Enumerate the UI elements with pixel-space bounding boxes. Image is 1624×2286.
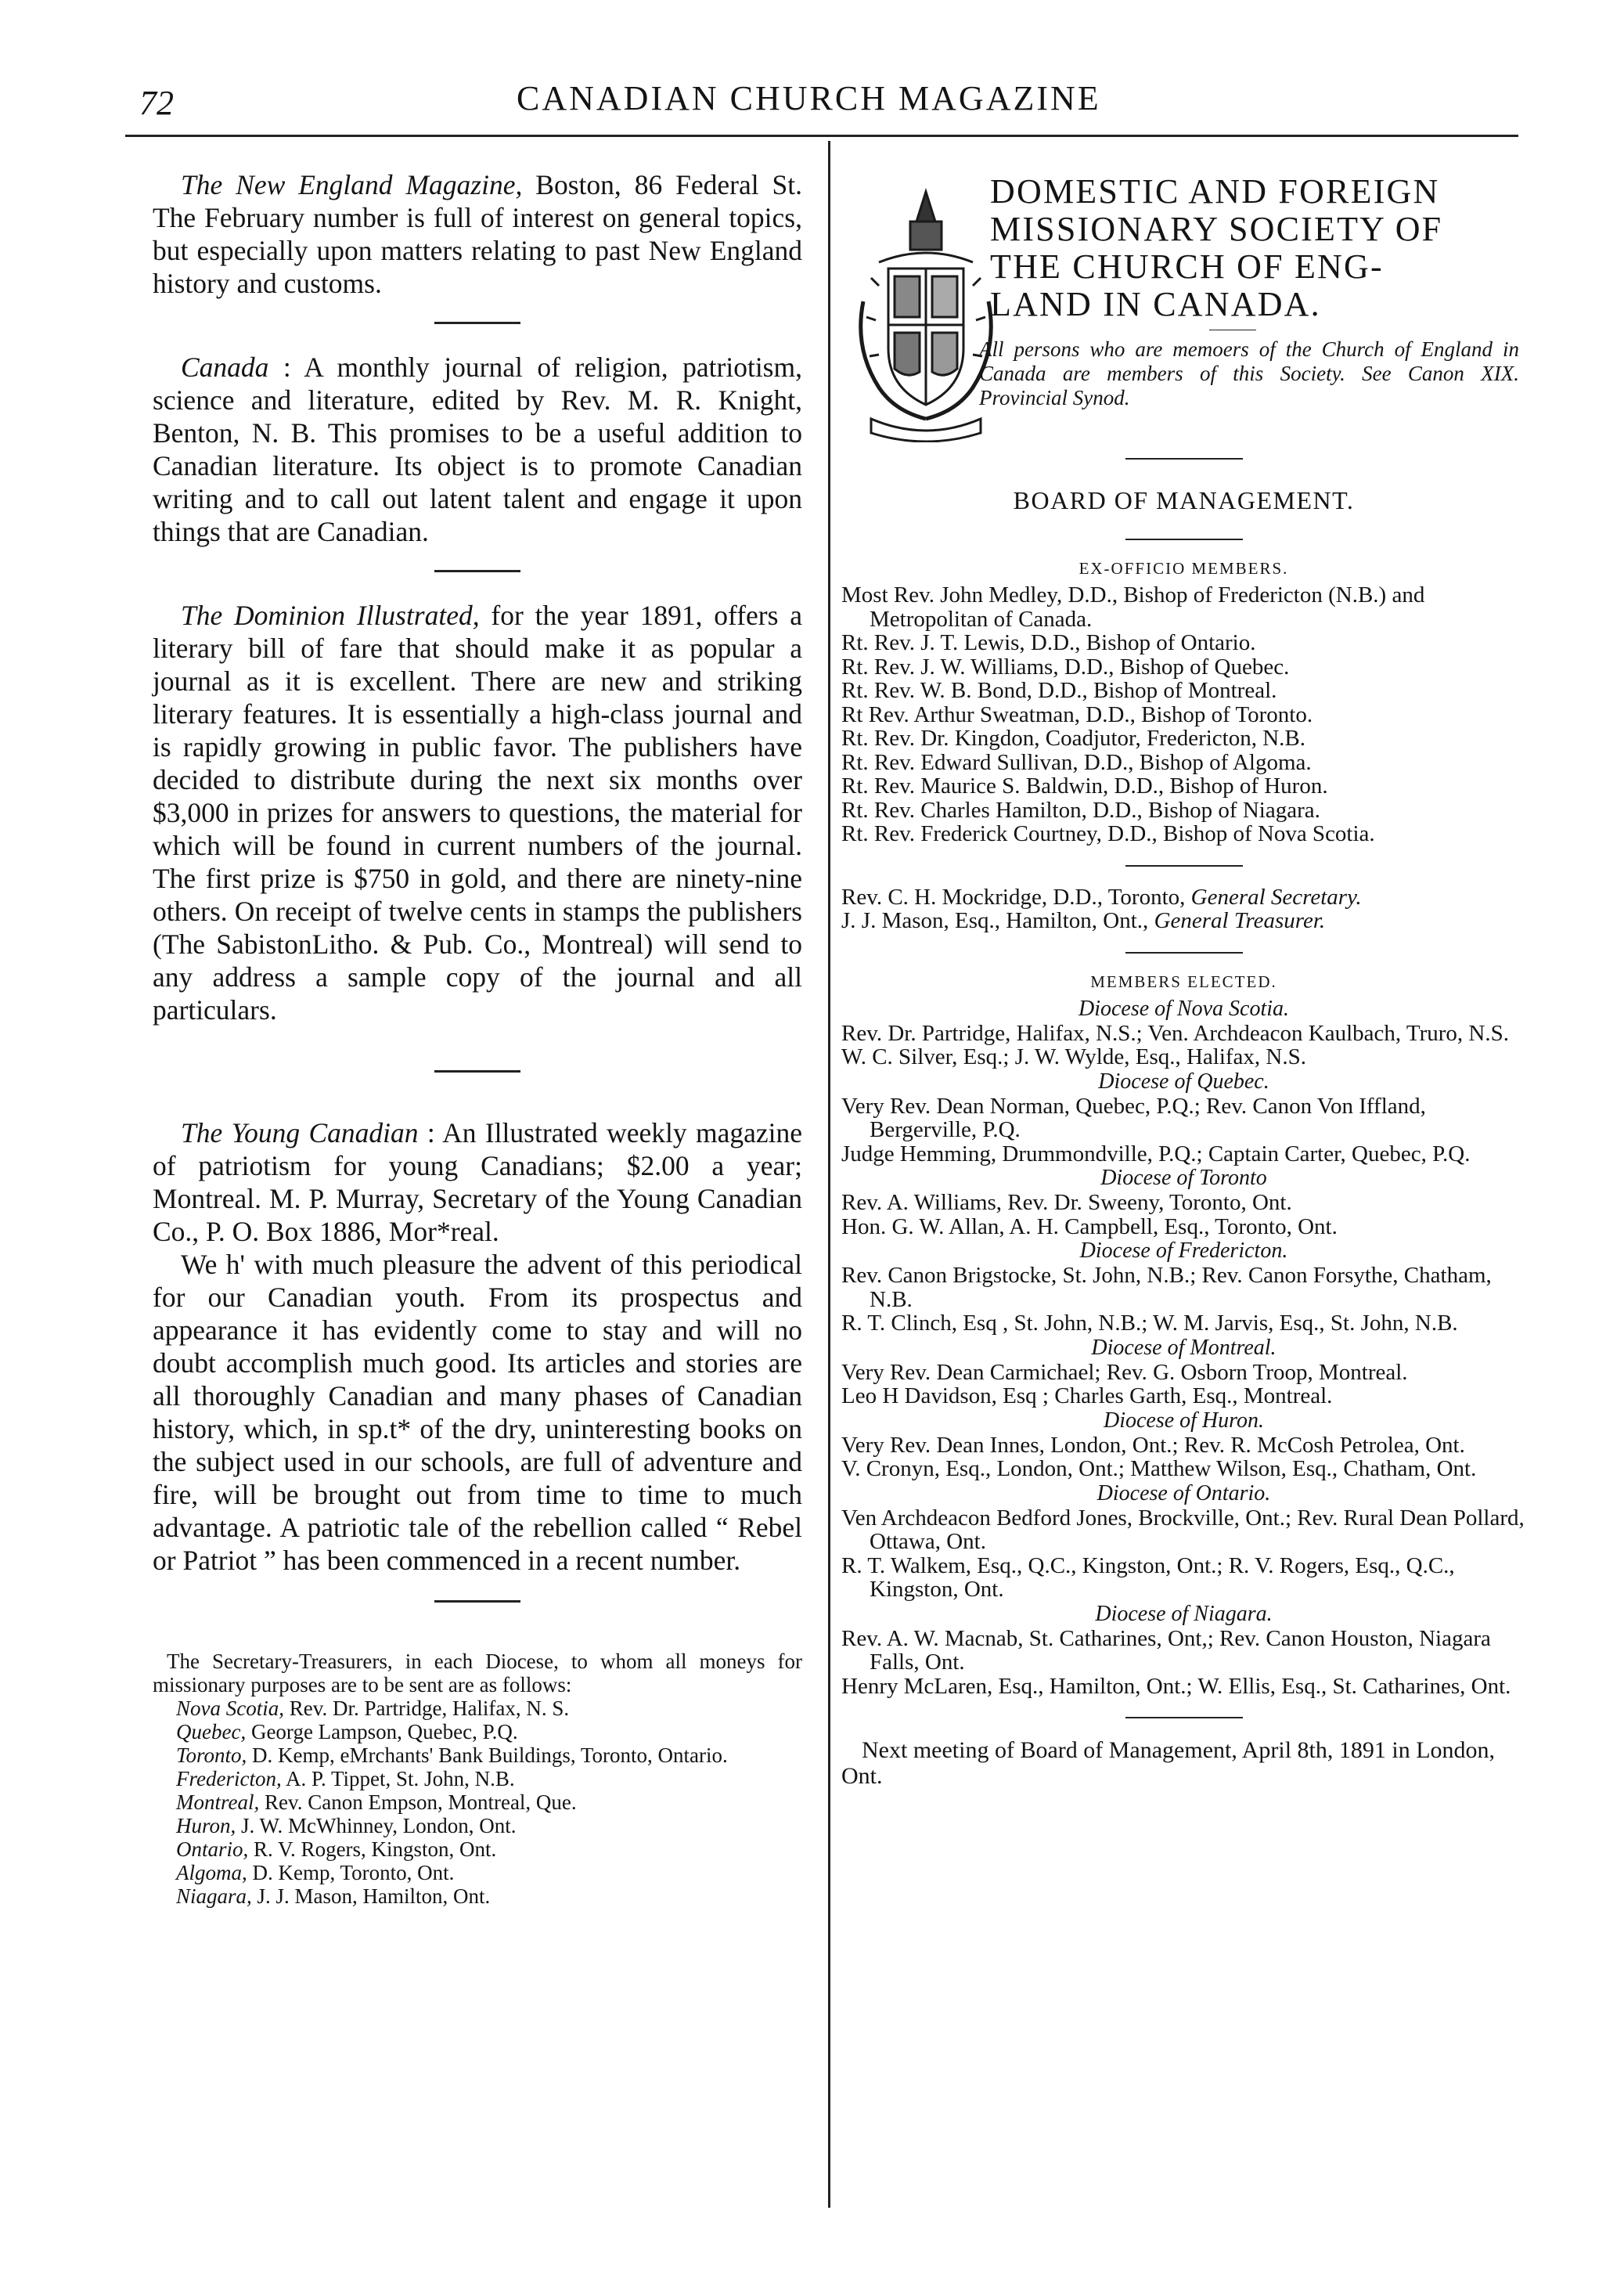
elected-member: Rev. Dr. Partridge, Halifax, N.S.; Ven. Archdeacon Kaulbach, Truro, N.S. <box>841 1020 1509 1046</box>
elected-member: Judge Hemming, Drummondville, P.Q.; Captain Carter, Quebec, P.Q. <box>841 1141 1471 1166</box>
treasurer-name: Rev. Dr. Partridge, Halifax, N. S. <box>283 1696 570 1720</box>
officer-role: General Treasurer. <box>1154 908 1326 933</box>
article-body: : An Illustrated weekly magazine of patriotism for young Canadians; $2.00 a year; Montreal. M. P. Murray, Secretary of the Young Canadian Co., P. O. Box 1886, Mor*real. <box>153 1117 803 1247</box>
diocese-heading: Diocese of Niagara. <box>1095 1601 1273 1626</box>
ex-officio-member: Rt. Rev. W. B. Bond, D.D., Bishop of Montreal. <box>841 678 1277 703</box>
treasurers-intro: The Secretary-Treasurers, in each Diocese, to whom all moneys for missionary purposes are to be sent are as follows: <box>153 1650 802 1696</box>
article-title: Canada <box>181 352 269 383</box>
elected-member: W. C. Silver, Esq.; J. W. Wylde, Esq., Halifax, N.S. <box>841 1044 1307 1069</box>
separator <box>1125 865 1243 867</box>
right-column <box>841 168 1526 1789</box>
treasurer-diocese: Huron, <box>176 1814 236 1837</box>
article-dominion-illustrated <box>153 599 802 1026</box>
ex-officio-member: Rt. Rev. Dr. Kingdon, Coadjutor, Fredericton, N.B. <box>841 726 1306 751</box>
society-title-line: MISSIONARY SOCIETY OF <box>990 210 1443 248</box>
column-divider <box>828 141 830 2208</box>
diocese-heading: Diocese of Huron. <box>1103 1408 1265 1433</box>
article-canada <box>153 351 802 548</box>
treasurer-name: R. V. Rogers, Kingston, Ont. <box>248 1837 497 1861</box>
elected-member: Ven Archdeacon Bedford Jones, Brockville, Ont.; Rev. Rural Dean Pollard, Ottawa, Ont. <box>841 1505 1525 1554</box>
elected-member: Rev. Canon Brigstocke, St. John, N.B.; Rev. Canon Forsythe, Chatham, N.B. <box>841 1263 1492 1312</box>
treasurer-name: D. Kemp, Toronto, Ont. <box>247 1861 455 1884</box>
separator <box>434 570 520 572</box>
board-title: BOARD OF MANAGEMENT. <box>1013 486 1355 514</box>
society-title-line: LAND IN CANADA. <box>990 285 1321 323</box>
article-title: The Dominion Illustrated, <box>181 600 480 631</box>
ex-officio-member: Rt. Rev. J. W. Williams, D.D., Bishop of Quebec. <box>841 654 1290 680</box>
next-meeting-notice: Next meeting of Board of Management, April 8th, 1891 in London, Ont. <box>841 1737 1496 1789</box>
officer-name: J. J. Mason, Esq., Hamilton, Ont., <box>841 908 1154 933</box>
treasurer-name: D. Kemp, eMrchants' Bank Buildings, Toronto, Ontario. <box>247 1743 728 1767</box>
article-young-canadian <box>153 1116 802 1248</box>
ex-officio-member: Rt. Rev. Charles Hamilton, D.D., Bishop of Niagara. <box>841 797 1320 823</box>
treasurer-diocese: Ontario, <box>176 1837 249 1861</box>
treasurer-diocese: Fredericton, <box>176 1767 282 1790</box>
elected-member: Very Rev. Dean Norman, Quebec, P.Q.; Rev. Canon Von Iffland, Bergerville, P.Q. <box>841 1093 1426 1142</box>
officer-entry <box>841 909 1526 933</box>
separator <box>434 322 520 324</box>
ex-officio-title: EX-OFFICIO MEMBERS. <box>1078 559 1289 578</box>
article-body: for the year 1891, offers a literary bill of fare that should make it as popular a journal as it is excellent. There are new and striking literary features. It is essentially a high-class journal and is rapidly growing in public favor. The publishers have decided to distribute during the next six months over $3,000 in prizes for answers to questions, the material for which will be found in current numbers of the journal. The first prize is $750 in gold, and there are ninety-nine others. On receipt of twelve cents in stamps the publishers (The SabistonLitho. & Pub. Co., Montreal) will send to any address a sample copy of the journal and all particulars. <box>153 600 802 1026</box>
officer-name: Rev. C. H. Mockridge, D.D., Toronto, <box>841 884 1191 910</box>
society-title-line: DOMESTIC AND FOREIGN <box>990 172 1440 211</box>
article-body: : A monthly journal of religion, patriotism, science and literature, edited by Rev. M. R. Knight, Benton, N. B. This promises to be a useful addition to Canadian literature. Its object is to promote Canadian writing and to call out latent talent and engage it upon things that are Canadian. <box>153 352 802 547</box>
society-motto: All persons who are memoers of the Church of England in Canada are members of this Society. See Canon XIX. Provincial Synod. <box>979 337 1519 409</box>
elected-member: Very Rev. Dean Innes, London, Ont.; Rev. R. McCosh Petrolea, Ont. <box>841 1432 1465 1458</box>
treasurer-entry <box>153 1790 802 1814</box>
treasurer-diocese: Algoma, <box>176 1861 247 1884</box>
ex-officio-member: Rt. Rev. Frederick Courtney, D.D., Bishop of Nova Scotia. <box>841 821 1375 846</box>
treasurer-entry <box>153 1720 802 1743</box>
treasurer-entry <box>153 1743 802 1767</box>
treasurer-diocese: Nova Scotia, <box>176 1696 284 1720</box>
officer-entry <box>841 885 1526 910</box>
treasurer-diocese: Montreal, <box>176 1790 260 1814</box>
elected-member: Hon. G. W. Allan, A. H. Campbell, Esq., Toronto, Ont. <box>841 1213 1338 1239</box>
article-young-canadian-continued: We h' with much pleasure the advent of this periodical for our Canadian youth. From its prospectus and appearance it has evidently come to stay and will no doubt accomplish much good. Its articles and stories are all thoroughly Canadian and many phases of Canadian history, which, in sp.t* of the dry, uninteresting books on the subject used in our schools, are full of adventure and fire, will be brought out from time to time to much advantage. A patriotic tale of the rebellion called “ Rebel or Patriot ” has been commenced in a recent number. <box>153 1249 802 1576</box>
officer-role: General Secretary. <box>1190 884 1362 910</box>
diocese-heading: Diocese of Nova Scotia. <box>1078 996 1290 1021</box>
treasurer-entry <box>153 1837 802 1861</box>
treasurer-entry <box>153 1814 802 1837</box>
elected-member: Very Rev. Dean Carmichael; Rev. G. Osborn Troop, Montreal. <box>841 1359 1408 1385</box>
separator <box>434 1600 520 1603</box>
ex-officio-list <box>841 583 1526 846</box>
ex-officio-member: Rt. Rev. Edward Sullivan, D.D., Bishop of Algoma. <box>841 749 1312 775</box>
ex-officio-member: Rt. Rev. J. T. Lewis, D.D., Bishop of Ontario. <box>841 630 1256 655</box>
elected-member: Rev. A. Williams, Rev. Dr. Sweeny, Toronto, Ont. <box>841 1190 1292 1215</box>
elected-member: Leo H Davidson, Esq ; Charles Garth, Esq., Montreal. <box>841 1383 1333 1408</box>
society-title <box>990 173 1522 323</box>
left-column <box>153 168 802 1908</box>
secretary-treasurers-list <box>153 1650 802 1908</box>
diocese-heading: Diocese of Quebec. <box>1098 1069 1269 1094</box>
page-number: 72 <box>139 84 174 122</box>
article-title: The New England Magazine, <box>181 169 523 200</box>
treasurer-entries <box>153 1696 802 1908</box>
treasurer-name: J. J. Mason, Hamilton, Ont. <box>251 1884 491 1908</box>
treasurer-entry <box>153 1696 802 1720</box>
treasurer-diocese: Niagara, <box>176 1884 252 1908</box>
members-elected-title: MEMBERS ELECTED. <box>1090 972 1277 991</box>
diocese-heading: Diocese of Toronto <box>1100 1166 1267 1190</box>
treasurer-name: Rev. Canon Empson, Montreal, Que. <box>259 1790 577 1814</box>
elected-member: Henry McLaren, Esq., Hamilton, Ont.; W. Ellis, Esq., St. Catharines, Ont. <box>841 1673 1511 1699</box>
ex-officio-member: Rt. Rev. Maurice S. Baldwin, D.D., Bishop of Huron. <box>841 773 1328 799</box>
society-title-block <box>841 168 1526 450</box>
article-body: Boston, 86 Federal St. The February number is full of interest on general topics, but especially upon matters relating to past New England history and customs. <box>153 169 802 299</box>
article-title: The Young Canadian <box>181 1117 419 1148</box>
elected-member: R. T. Walkem, Esq., Q.C., Kingston, Ont.; R. V. Rogers, Esq., Q.C., Kingston, Ont. <box>841 1552 1455 1602</box>
diocese-heading: Diocese of Ontario. <box>1096 1480 1271 1505</box>
article-new-england-magazine <box>153 168 802 300</box>
treasurer-entry <box>153 1884 802 1908</box>
separator <box>434 1070 520 1073</box>
elected-member: V. Cronyn, Esq., London, Ont.; Matthew Wilson, Esq., Chatham, Ont. <box>841 1456 1477 1481</box>
treasurer-name: George Lampson, Quebec, P.Q. <box>246 1720 518 1743</box>
page-header <box>125 77 1518 125</box>
separator <box>1125 458 1243 460</box>
treasurer-entry <box>153 1767 802 1790</box>
treasurer-entry <box>153 1861 802 1884</box>
officers-list <box>841 885 1526 933</box>
diocese-heading: Diocese of Fredericton. <box>1079 1239 1288 1263</box>
treasurer-diocese: Quebec, <box>176 1720 247 1743</box>
ex-officio-member: Rt Rev. Arthur Sweatman, D.D., Bishop of Toronto. <box>841 701 1313 727</box>
header-rule <box>125 135 1518 137</box>
elected-member: Rev. A. W. Macnab, St. Catharines, Ont,; Rev. Canon Houston, Niagara Falls, Ont. <box>841 1625 1491 1675</box>
treasurer-name: J. W. McWhinney, London, Ont. <box>236 1814 517 1837</box>
ex-officio-member: Most Rev. John Medley, D.D., Bishop of Fredericton (N.B.) and Metropolitan of Canada. <box>841 582 1425 632</box>
separator <box>1125 1717 1243 1718</box>
treasurer-diocese: Toronto, <box>176 1743 247 1767</box>
members-elected-list <box>841 997 1526 1699</box>
separator <box>1125 952 1243 954</box>
running-title: CANADIAN CHURCH MAGAZINE <box>517 79 1101 117</box>
diocese-heading: Diocese of Montreal. <box>1091 1335 1277 1360</box>
treasurer-name: A. P. Tippet, St. John, N.B. <box>281 1767 515 1790</box>
society-title-line: THE CHURCH OF ENG- <box>990 247 1384 286</box>
separator <box>1125 539 1243 540</box>
elected-member: R. T. Clinch, Esq , St. John, N.B.; W. M. Jarvis, Esq., St. John, N.B. <box>841 1311 1458 1336</box>
